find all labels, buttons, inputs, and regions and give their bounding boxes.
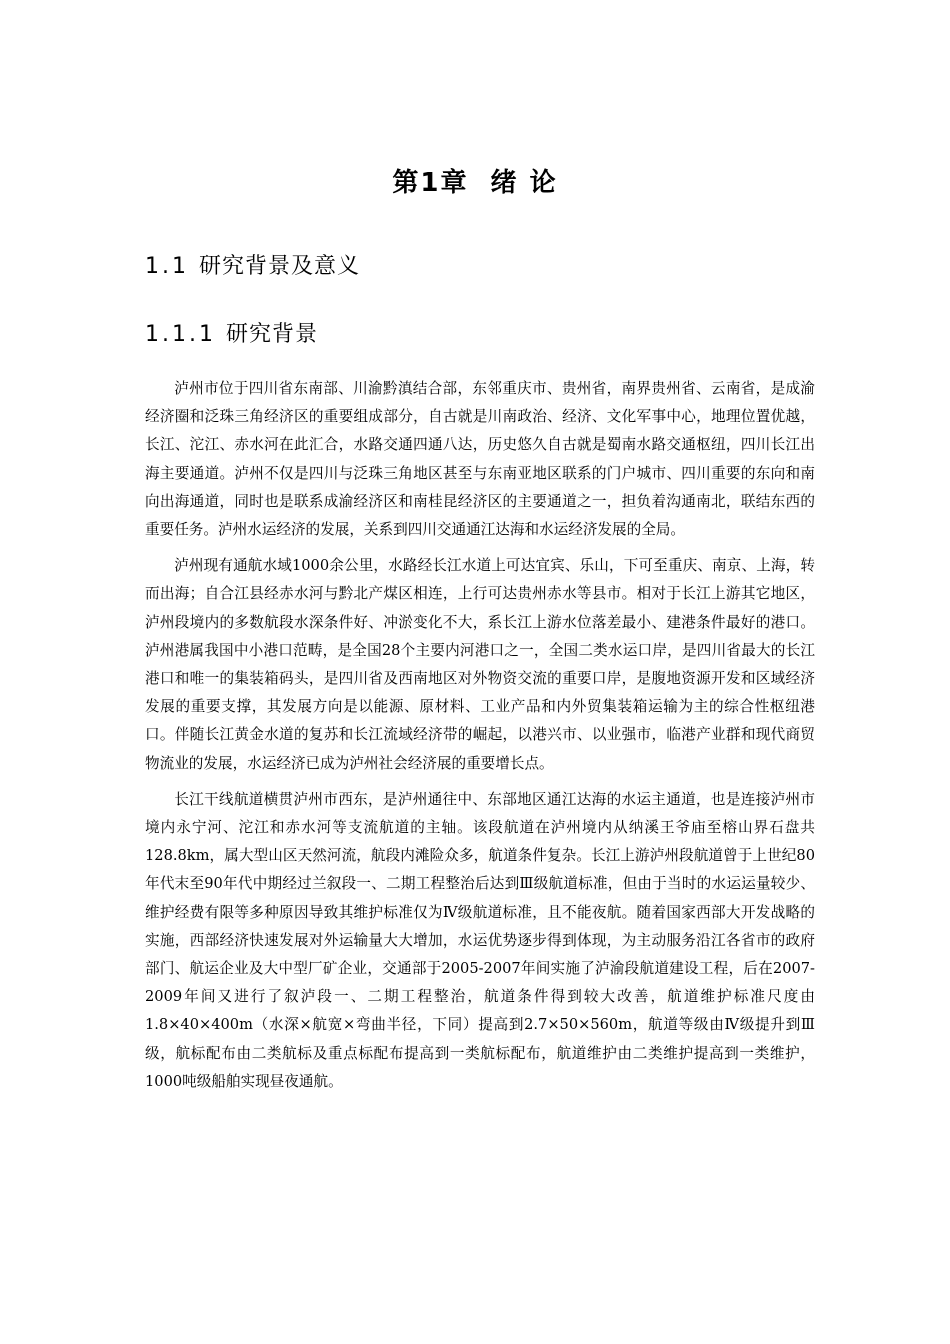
subsection-number: 1.1.1 (145, 322, 216, 347)
body-text (145, 375, 815, 1104)
subsection-title: 研究背景 (225, 322, 318, 347)
subsection-heading (145, 320, 318, 350)
section-heading (145, 252, 360, 282)
section-title: 研究背景及意义 (199, 254, 361, 279)
section-number: 1.1 (145, 254, 189, 279)
paragraph: 泸州现有通航水域1000余公里，水路经长江水道上可达宜宾、乐山，下可至重庆、南京、上海，转而出海；自合江县经赤水河与黔北产煤区相连，上行可达贵州赤水等县市。相对于长江上游其它地区，泸州段境内的多数航段水深条件好、冲淤变化不大，系长江上游水位落差最小、建港条件最好的港口。泸州港属我国中小港口范畴，是全国28个主要内河港口之一，全国二类水运口岸，是四川省最大的长江港口和唯一的集装箱码头，是四川省及西南地区对外物资交流的重要口岸，是腹地资源开发和区域经济发展的重要支撑，其发展方向是以能源、原材料、工业产品和内外贸集装箱运输为主的综合性枢纽港口。伴随长江黄金水道的复苏和长江流域经济带的崛起，以港兴市、以业强市，临港产业群和现代商贸物流业的发展，水运经济已成为泸州社会经济展的重要增长点。 (145, 557, 815, 772)
chapter-number: 第1章 (392, 168, 469, 198)
paragraph: 泸州市位于四川省东南部、川渝黔滇结合部，东邻重庆市、贵州省，南界贵州省、云南省，是成渝经济圈和泛珠三角经济区的重要组成部分，自古就是川南政治、经济、文化军事中心，地理位置优越，长江、沱江、赤水河在此汇合，水路交通四通八达，历史悠久自古就是蜀南水路交通枢纽，四川长江出海主要通道。泸州不仅是四川与泛珠三角地区甚至与东南亚地区联系的门户城市、四川重要的东向和南向出海通道，同时也是联系成渝经济区和南桂昆经济区的主要通道之一，担负着沟通南北，联结东西的重要任务。泸州水运经济的发展，关系到四川交通通江达海和水运经济发展的全局。 (145, 380, 815, 539)
chapter-title (0, 166, 950, 200)
chapter-name: 绪 论 (490, 168, 558, 198)
paragraph: 长江干线航道横贯泸州市西东，是泸州通往中、东部地区通江达海的水运主通道，也是连接泸州市境内永宁河、沱江和赤水河等支流航道的主轴。该段航道在泸州境内从纳溪王爷庙至榕山界石盘共128.8km，属大型山区天然河流，航段内滩险众多，航道条件复杂。长江上游泸州段航道曾于上世纪80年代末至90年代中期经过兰叙段一、二期工程整治后达到Ⅲ级航道标准，但由于当时的水运运量较少、维护经费有限等多种原因导致其维护标准仅为Ⅳ级航道标准，且不能夜航。随着国家西部大开发战略的实施，西部经济快速发展对外运输量大大增加，水运优势逐步得到体现，为主动服务沿江各省市的政府部门、航运企业及大中型厂矿企业，交通部于2005-2007年间实施了泸渝段航道建设工程，后在2007-2009年间又进行了叙泸段一、二期工程整治，航道条件得到较大改善，航道维护标准尺度由1.8×40×400m（水深×航宽×弯曲半径，下同）提高到2.7×50×560m，航道等级由Ⅳ级提升到Ⅲ级，航标配布由二类航标及重点标配布提高到一类航标配布，航道维护由二类维护提高到一类维护，1000吨级船舶实现昼夜通航。 (145, 790, 815, 1090)
